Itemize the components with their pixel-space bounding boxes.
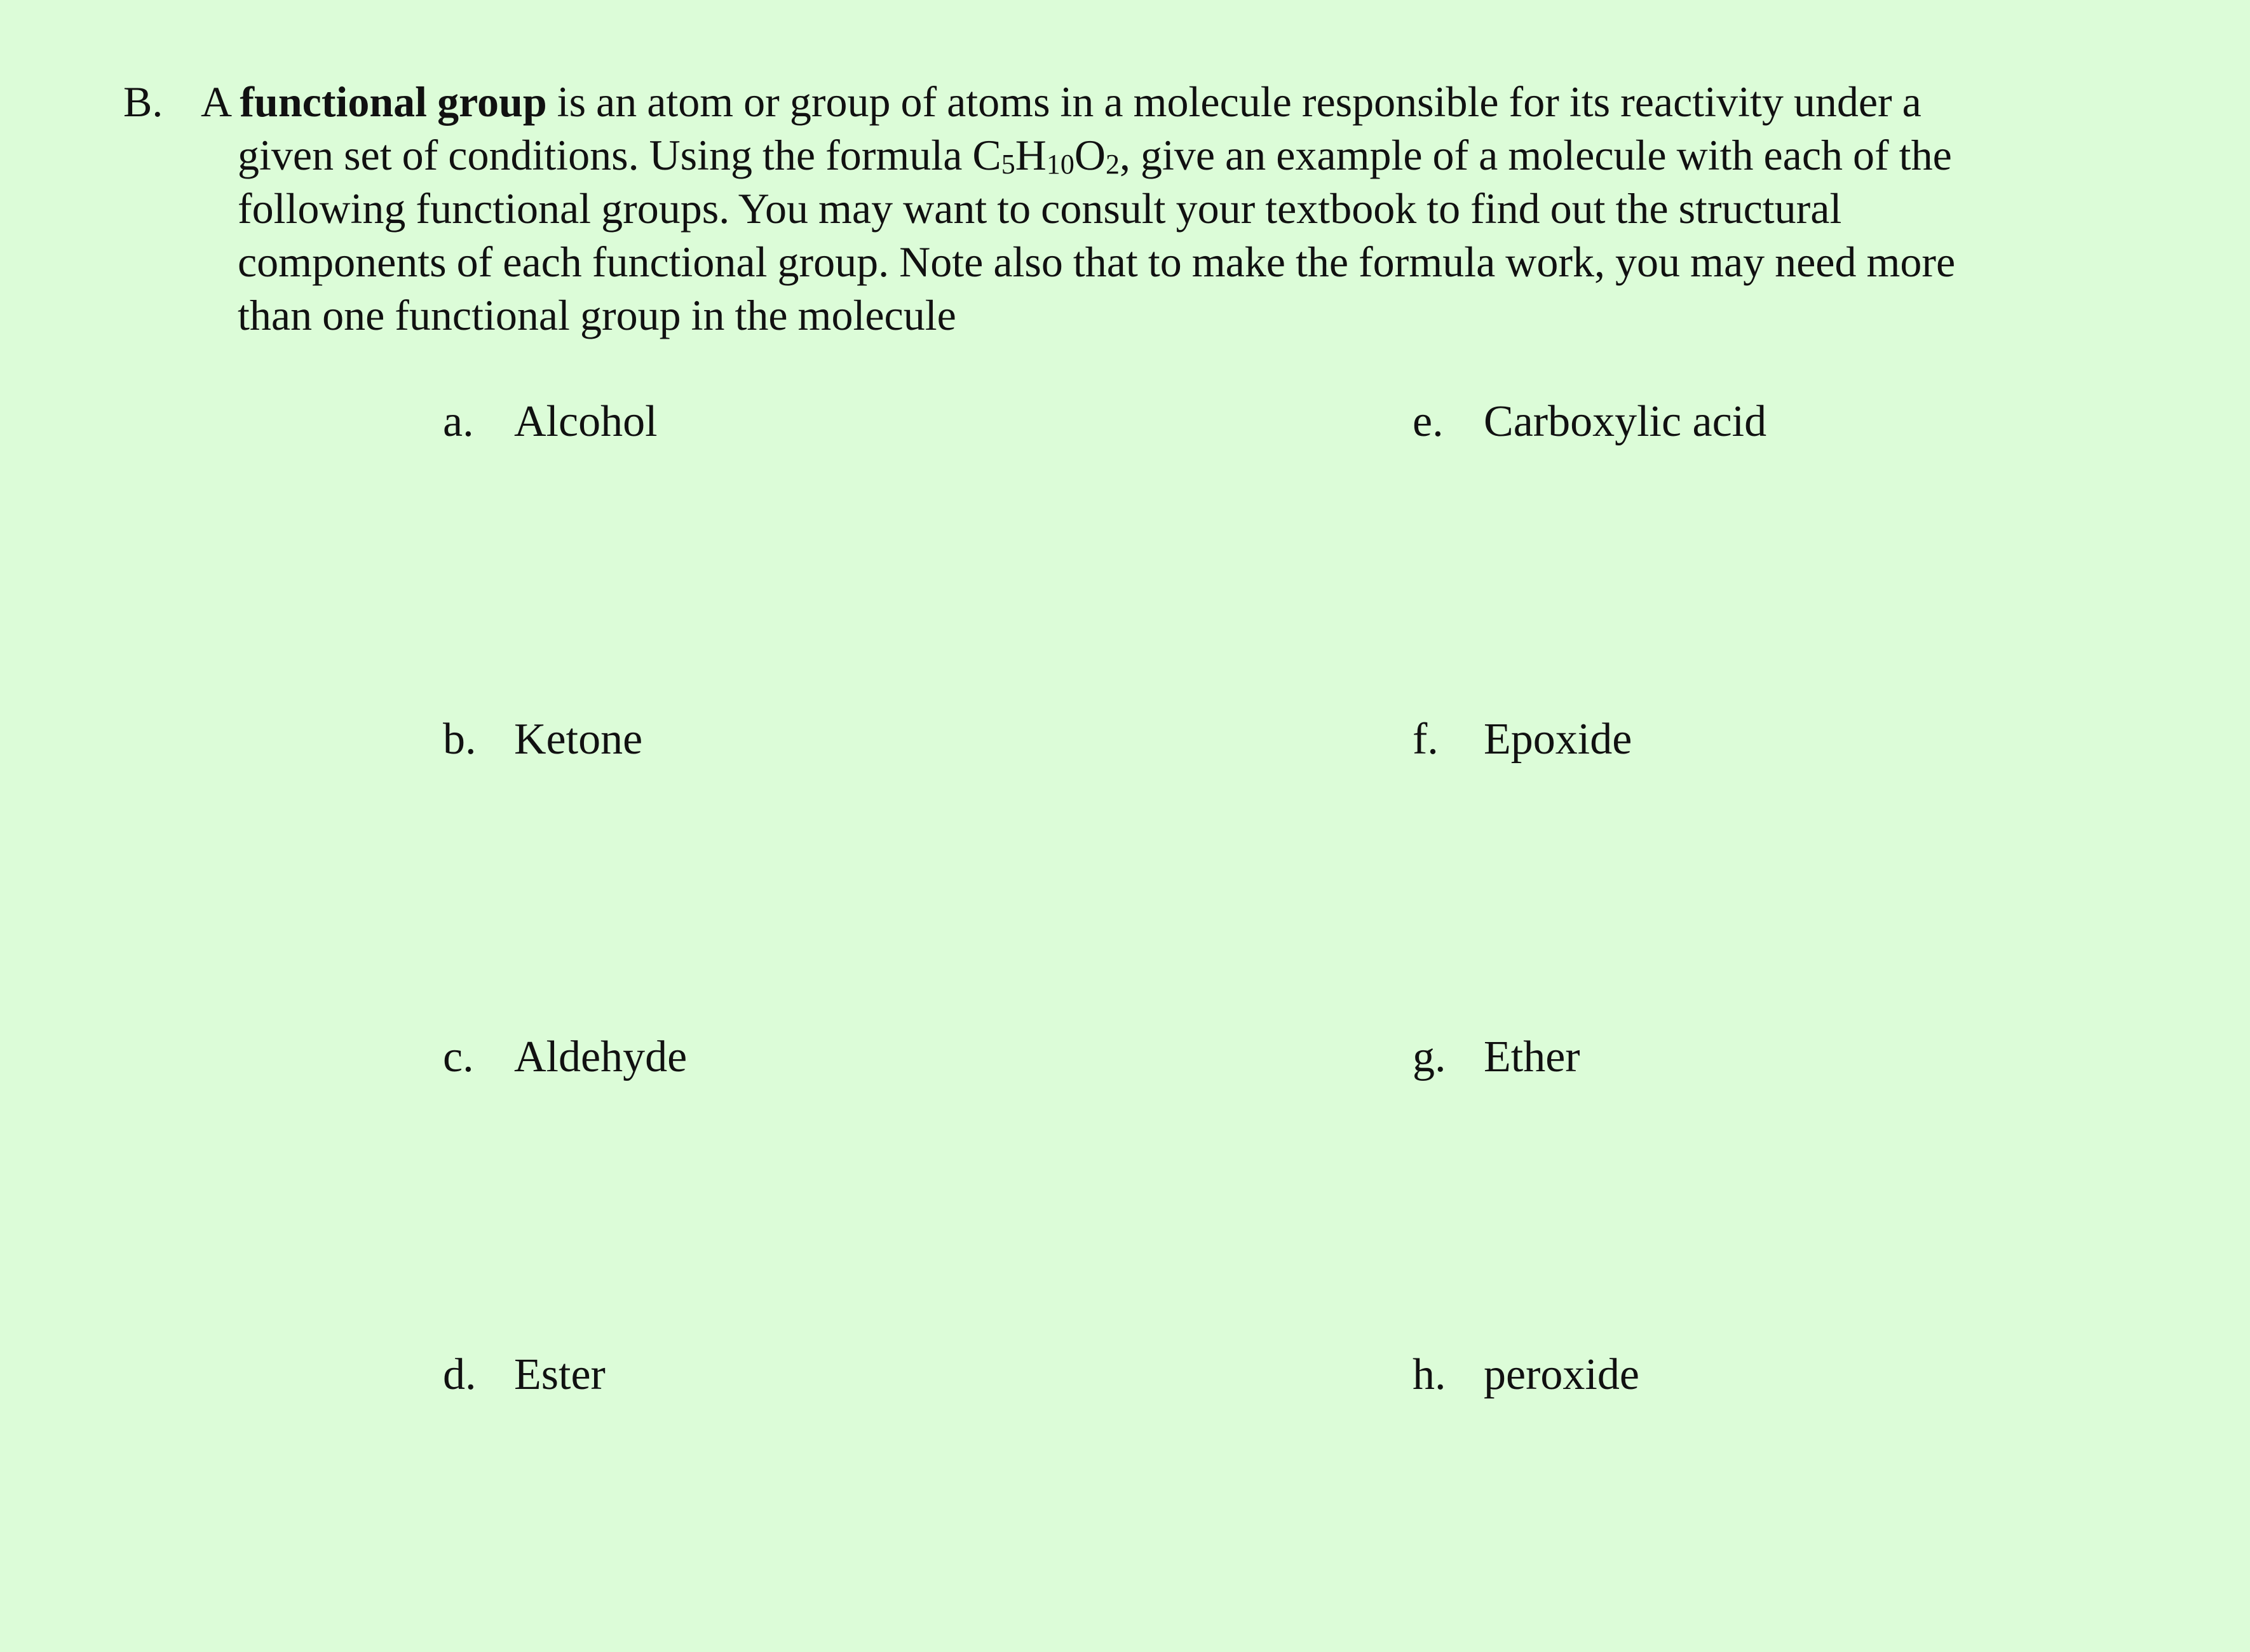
item-label: Ketone: [514, 715, 643, 764]
question-text: [201, 75, 2120, 342]
item-letter: d.: [443, 1350, 477, 1399]
item-peroxide: [1413, 1348, 1639, 1402]
question-marker: B.: [123, 78, 163, 126]
item-label: Alcohol: [514, 397, 658, 446]
item-label: peroxide: [1484, 1350, 1639, 1399]
line1-end: is an atom or group of atoms in a molecule responsible for its reactivity under a: [546, 78, 1921, 126]
question-line-5: than one functional group in the molecule: [238, 291, 956, 339]
question-line-4: components of each functional group. Note also that to make the formula work, you may need more: [238, 238, 1956, 286]
item-label: Ester: [514, 1350, 606, 1399]
item-letter: c.: [443, 1032, 474, 1081]
item-ketone: [443, 713, 642, 766]
question-line-3: following functional groups. You may want to consult your textbook to find out the structural: [238, 184, 1842, 233]
item-letter: e.: [1413, 397, 1444, 446]
formula-h: H: [1015, 131, 1047, 179]
formula-subscript-h: 10: [1046, 149, 1074, 180]
item-letter: h.: [1413, 1350, 1446, 1399]
line2-start: given set of conditions. Using the formula C: [238, 131, 1001, 179]
item-label: Ether: [1484, 1032, 1580, 1081]
item-label: Carboxylic acid: [1484, 397, 1767, 446]
item-letter: g.: [1413, 1032, 1446, 1081]
item-epoxide: [1413, 713, 1632, 766]
item-letter: f.: [1413, 715, 1439, 764]
item-aldehyde: [443, 1031, 687, 1084]
item-letter: a.: [443, 397, 474, 446]
item-ether: [1413, 1031, 1580, 1084]
bold-term: functional group: [240, 78, 547, 126]
formula-subscript-c: 5: [1001, 149, 1015, 180]
line2-end: , give an example of a molecule with each of the: [1119, 131, 1952, 179]
line1-start: A: [201, 78, 240, 126]
formula-subscript-o: 2: [1105, 149, 1120, 180]
item-carboxylic-acid: [1413, 395, 1766, 449]
item-label: Aldehyde: [514, 1032, 688, 1081]
question-line-2: [201, 128, 2120, 182]
item-ester: [443, 1348, 606, 1402]
question-line-1: [201, 75, 2120, 128]
formula-o: O: [1074, 131, 1106, 179]
item-label: Epoxide: [1484, 715, 1632, 764]
item-letter: b.: [443, 715, 477, 764]
item-alcohol: [443, 395, 658, 449]
